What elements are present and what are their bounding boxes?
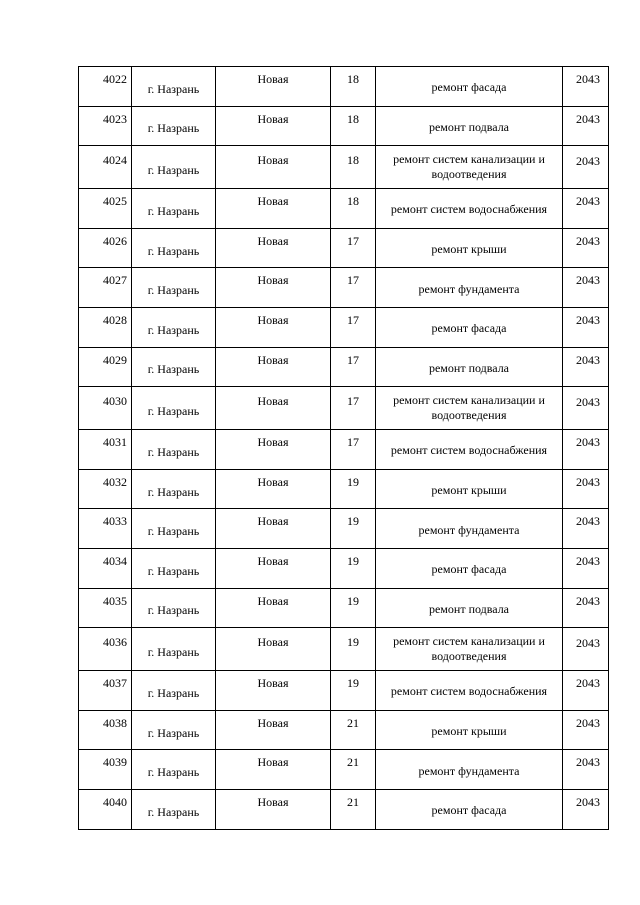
work-type-cell: ремонт фундамента	[376, 750, 563, 790]
street-cell: Новая	[216, 671, 331, 711]
house-number-cell: 18	[331, 106, 376, 146]
city-cell: г. Назрань	[132, 228, 216, 268]
house-number-cell: 19	[331, 469, 376, 509]
street-cell: Новая	[216, 189, 331, 229]
table-row	[79, 430, 609, 470]
table-row	[79, 387, 609, 430]
house-number-cell: 17	[331, 268, 376, 308]
work-type-cell: ремонт фундамента	[376, 268, 563, 308]
city-cell: г. Назрань	[132, 268, 216, 308]
row-number-cell: 4037	[79, 671, 132, 711]
year-cell: 2043	[563, 146, 609, 189]
city-cell: г. Назрань	[132, 106, 216, 146]
street-cell: Новая	[216, 710, 331, 750]
street-cell: Новая	[216, 307, 331, 347]
city-cell: г. Назрань	[132, 628, 216, 671]
year-cell: 2043	[563, 268, 609, 308]
city-cell: г. Назрань	[132, 430, 216, 470]
table-row	[79, 469, 609, 509]
work-type-cell: ремонт подвала	[376, 106, 563, 146]
city-cell: г. Назрань	[132, 509, 216, 549]
city-cell: г. Назрань	[132, 710, 216, 750]
year-cell: 2043	[563, 671, 609, 711]
year-cell: 2043	[563, 307, 609, 347]
table-row	[79, 789, 609, 829]
table-row	[79, 146, 609, 189]
row-number-cell: 4030	[79, 387, 132, 430]
house-number-cell: 21	[331, 750, 376, 790]
year-cell: 2043	[563, 710, 609, 750]
street-cell: Новая	[216, 347, 331, 387]
table-row	[79, 750, 609, 790]
row-number-cell: 4036	[79, 628, 132, 671]
row-number-cell: 4023	[79, 106, 132, 146]
work-type-cell: ремонт подвала	[376, 588, 563, 628]
row-number-cell: 4025	[79, 189, 132, 229]
street-cell: Новая	[216, 509, 331, 549]
city-cell: г. Назрань	[132, 146, 216, 189]
year-cell: 2043	[563, 628, 609, 671]
row-number-cell: 4031	[79, 430, 132, 470]
street-cell: Новая	[216, 548, 331, 588]
row-number-cell: 4034	[79, 548, 132, 588]
city-cell: г. Назрань	[132, 67, 216, 107]
year-cell: 2043	[563, 750, 609, 790]
work-type-cell: ремонт фасада	[376, 789, 563, 829]
work-type-cell: ремонт систем канализации и водоотведения	[376, 146, 563, 189]
work-type-cell: ремонт фундамента	[376, 509, 563, 549]
house-number-cell: 17	[331, 228, 376, 268]
street-cell: Новая	[216, 146, 331, 189]
row-number-cell: 4022	[79, 67, 132, 107]
work-type-cell: ремонт крыши	[376, 228, 563, 268]
table-row	[79, 67, 609, 107]
house-number-cell: 18	[331, 146, 376, 189]
year-cell: 2043	[563, 106, 609, 146]
street-cell: Новая	[216, 469, 331, 509]
work-type-cell: ремонт систем водоснабжения	[376, 430, 563, 470]
city-cell: г. Назрань	[132, 548, 216, 588]
street-cell: Новая	[216, 387, 331, 430]
house-number-cell: 18	[331, 189, 376, 229]
row-number-cell: 4038	[79, 710, 132, 750]
work-type-cell: ремонт крыши	[376, 710, 563, 750]
table-row	[79, 347, 609, 387]
city-cell: г. Назрань	[132, 347, 216, 387]
work-type-cell: ремонт систем водоснабжения	[376, 189, 563, 229]
house-number-cell: 21	[331, 789, 376, 829]
city-cell: г. Назрань	[132, 671, 216, 711]
city-cell: г. Назрань	[132, 469, 216, 509]
row-number-cell: 4027	[79, 268, 132, 308]
street-cell: Новая	[216, 268, 331, 308]
row-number-cell: 4028	[79, 307, 132, 347]
year-cell: 2043	[563, 509, 609, 549]
row-number-cell: 4026	[79, 228, 132, 268]
house-number-cell: 19	[331, 548, 376, 588]
year-cell: 2043	[563, 228, 609, 268]
street-cell: Новая	[216, 628, 331, 671]
city-cell: г. Назрань	[132, 750, 216, 790]
row-number-cell: 4040	[79, 789, 132, 829]
table-row	[79, 228, 609, 268]
house-number-cell: 21	[331, 710, 376, 750]
row-number-cell: 4024	[79, 146, 132, 189]
work-type-cell: ремонт крыши	[376, 469, 563, 509]
row-number-cell: 4033	[79, 509, 132, 549]
year-cell: 2043	[563, 67, 609, 107]
table-row	[79, 307, 609, 347]
street-cell: Новая	[216, 588, 331, 628]
row-number-cell: 4029	[79, 347, 132, 387]
year-cell: 2043	[563, 469, 609, 509]
city-cell: г. Назрань	[132, 789, 216, 829]
house-number-cell: 19	[331, 588, 376, 628]
work-type-cell: ремонт подвала	[376, 347, 563, 387]
house-number-cell: 17	[331, 347, 376, 387]
table-row	[79, 106, 609, 146]
house-number-cell: 19	[331, 628, 376, 671]
work-type-cell: ремонт систем водоснабжения	[376, 671, 563, 711]
table-row	[79, 189, 609, 229]
year-cell: 2043	[563, 548, 609, 588]
house-number-cell: 19	[331, 671, 376, 711]
street-cell: Новая	[216, 750, 331, 790]
house-number-cell: 18	[331, 67, 376, 107]
house-number-cell: 17	[331, 387, 376, 430]
house-number-cell: 17	[331, 307, 376, 347]
work-type-cell: ремонт фасада	[376, 307, 563, 347]
table-row	[79, 671, 609, 711]
row-number-cell: 4032	[79, 469, 132, 509]
table-row	[79, 548, 609, 588]
registry-table-body	[79, 67, 609, 830]
table-row	[79, 268, 609, 308]
year-cell: 2043	[563, 430, 609, 470]
city-cell: г. Назрань	[132, 307, 216, 347]
city-cell: г. Назрань	[132, 588, 216, 628]
table-row	[79, 710, 609, 750]
street-cell: Новая	[216, 106, 331, 146]
year-cell: 2043	[563, 588, 609, 628]
work-type-cell: ремонт систем канализации и водоотведения	[376, 387, 563, 430]
street-cell: Новая	[216, 789, 331, 829]
table-row	[79, 628, 609, 671]
street-cell: Новая	[216, 430, 331, 470]
city-cell: г. Назрань	[132, 189, 216, 229]
house-number-cell: 19	[331, 509, 376, 549]
registry-table	[78, 66, 609, 830]
year-cell: 2043	[563, 347, 609, 387]
row-number-cell: 4039	[79, 750, 132, 790]
year-cell: 2043	[563, 789, 609, 829]
work-type-cell: ремонт фасада	[376, 548, 563, 588]
work-type-cell: ремонт систем канализации и водоотведения	[376, 628, 563, 671]
work-type-cell: ремонт фасада	[376, 67, 563, 107]
house-number-cell: 17	[331, 430, 376, 470]
row-number-cell: 4035	[79, 588, 132, 628]
street-cell: Новая	[216, 228, 331, 268]
city-cell: г. Назрань	[132, 387, 216, 430]
year-cell: 2043	[563, 189, 609, 229]
table-row	[79, 588, 609, 628]
street-cell: Новая	[216, 67, 331, 107]
table-row	[79, 509, 609, 549]
year-cell: 2043	[563, 387, 609, 430]
